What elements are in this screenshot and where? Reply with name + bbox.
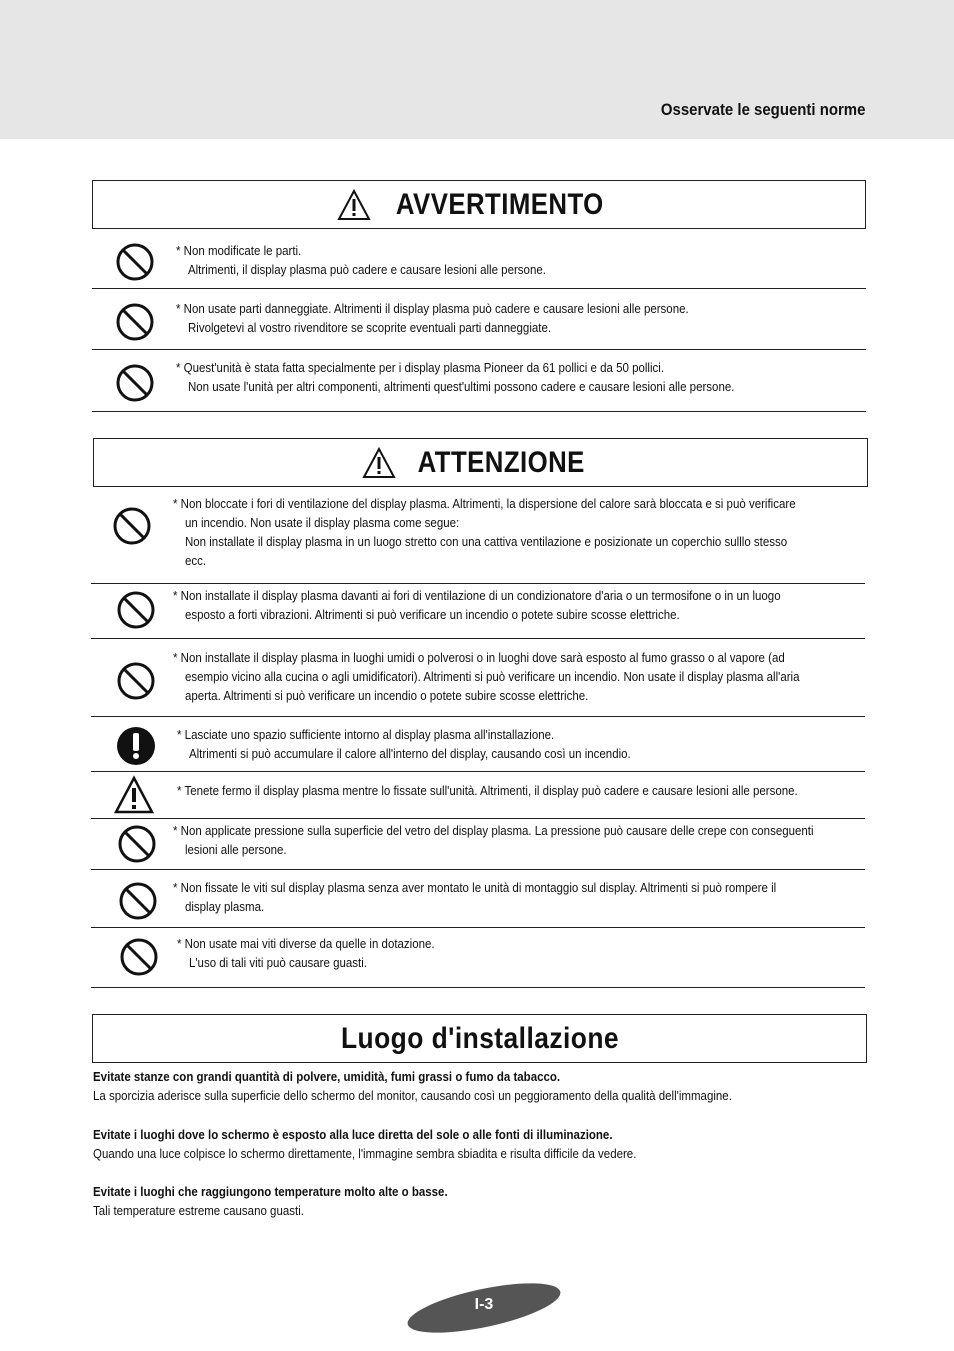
warning-item — [92, 350, 866, 412]
caution-item-line: * Non fissate le viti sul display plasma senza aver montato le unità di montaggio sul display. Altrimenti si può rompere il — [173, 881, 777, 895]
caution-item-line: aperta. Altrimenti si può verificare un incendio o potete subire scosse elettriche. — [184, 689, 589, 703]
caution-item-line: * Tenete fermo il display plasma mentre lo fissate sull'unità. Altrimenti, il display può cadere e causare lesioni alle persone. — [177, 784, 798, 798]
warning-triangle-icon — [362, 447, 396, 479]
warning-item — [92, 228, 866, 289]
warning-list — [92, 228, 866, 412]
install-title-box — [92, 1014, 867, 1063]
caution-item — [91, 584, 865, 639]
install-paragraph — [93, 1126, 684, 1164]
install-paragraph-text: La sporcizia aderisce sulla superficie dello schermo del monitor, causando così un peggioramento della qualità dell'immagine. — [93, 1089, 732, 1103]
install-paragraph-text: Quando una luce colpisce lo schermo direttamente, l'immagine sembra sbiadita e risulta difficile da vedere. — [93, 1147, 637, 1161]
install-title: Luogo d'installazione — [340, 1021, 619, 1055]
caution-item — [91, 487, 865, 584]
warning-item-line: Rivolgetevi al vostro rivenditore se scoprite eventuali parti danneggiate. — [187, 321, 552, 335]
caution-item — [91, 870, 865, 928]
caution-list — [91, 487, 865, 988]
warning-item-line: * Non usate parti danneggiate. Altrimenti il display plasma può cadere e causare lesioni alle persone. — [176, 302, 689, 316]
caution-item-line: * Non applicate pressione sulla superficie del vetro del display plasma. La pressione può causare delle crepe con conseguenti — [173, 824, 814, 838]
prohibition-icon — [116, 661, 156, 701]
page-number: I-3 — [474, 1296, 494, 1313]
caution-item-line: ecc. — [184, 554, 207, 568]
install-paragraph-heading: Evitate i luoghi dove lo schermo è esposto alla luce diretta del sole o alle fonti di illuminazione. — [93, 1128, 613, 1142]
warning-item-line: * Quest'unità è stata fatta specialmente per i display plasma Pioneer da 61 pollici e da 50 pollici. — [176, 361, 665, 375]
caution-item — [91, 819, 865, 870]
prohibition-icon — [118, 881, 158, 921]
caution-item-line: Altrimenti si può accumulare il calore all'interno del display, causando così un incendio. — [188, 747, 631, 761]
caution-item-line: * Non usate mai viti diverse da quelle in dotazione. — [177, 937, 435, 951]
warning-title-box — [92, 180, 866, 229]
caution-item-line: * Non bloccate i fori di ventilazione del display plasma. Altrimenti, la dispersione del calore sarà bloccata e si può verificare — [173, 497, 796, 511]
install-paragraph-heading: Evitate stanze con grandi quantità di polvere, umidità, fumi grassi o fumo da tabacco. — [93, 1070, 561, 1084]
mandatory-action-icon — [116, 726, 156, 766]
caution-item-line: * Non installate il display plasma in luoghi umidi o polverosi o in luoghi dove sarà esposto al fumo grasso o al vapore (ad — [173, 651, 785, 665]
warning-title: AVVERTIMENTO — [396, 187, 604, 221]
warning-item-text — [176, 300, 733, 338]
warning-triangle-icon — [114, 775, 154, 815]
warning-item-line: * Non modificate le parti. — [176, 244, 302, 258]
caution-item-line: un incendio. Non usate il display plasma come segue: — [184, 516, 460, 530]
prohibition-icon — [115, 302, 155, 342]
prohibition-icon — [115, 242, 155, 282]
caution-title-box — [93, 438, 868, 487]
caution-item — [91, 928, 865, 988]
caution-title: ATTENZIONE — [417, 445, 586, 479]
caution-item-line: display plasma. — [184, 900, 265, 914]
caution-item-text — [173, 822, 869, 860]
warning-item — [92, 289, 866, 350]
caution-item-text — [173, 495, 850, 571]
page-header-title: Osservate le seguenti norme — [660, 100, 865, 119]
warning-item-text — [176, 242, 578, 280]
prohibition-icon — [112, 506, 152, 546]
warning-triangle-icon — [337, 189, 371, 221]
caution-item-line: * Lasciate uno spazio sufficiente intorno al display plasma all'installazione. — [177, 728, 555, 742]
prohibition-icon — [116, 590, 156, 630]
install-paragraph — [93, 1183, 478, 1221]
prohibition-icon — [119, 937, 159, 977]
install-paragraph — [93, 1068, 787, 1106]
install-paragraph-text: Tali temperature estreme causano guasti. — [93, 1204, 304, 1218]
caution-item-text — [177, 935, 457, 973]
caution-item-text — [177, 726, 670, 764]
caution-item — [91, 639, 865, 717]
caution-item — [91, 717, 865, 772]
prohibition-icon — [117, 824, 157, 864]
caution-item-text — [177, 782, 852, 801]
caution-item-text — [173, 649, 854, 706]
warning-item-text — [176, 359, 783, 397]
caution-item-line: L'uso di tali viti può causare guasti. — [188, 956, 367, 970]
caution-item-line: lesioni alle persone. — [184, 843, 287, 857]
caution-item-line: esposto a forti vibrazioni. Altrimenti si può verificare un incendio o potete subire scosse elettriche. — [184, 608, 680, 622]
caution-item-text — [173, 587, 833, 625]
install-paragraph-heading: Evitate i luoghi che raggiungono temperature molto alte o basse. — [93, 1185, 448, 1199]
caution-item-line: Non installate il display plasma in un luogo stretto con una cattiva ventilazione e posizionate un coperchio sulllo stesso — [184, 535, 788, 549]
warning-item-line: Non usate l'unità per altri componenti, altrimenti quest'ultimi possono cadere e causare lesioni alle persone. — [187, 380, 735, 394]
prohibition-icon — [115, 363, 155, 403]
caution-item-text — [173, 879, 829, 917]
caution-item — [91, 772, 865, 819]
warning-item-line: Altrimenti, il display plasma può cadere e causare lesioni alle persone. — [187, 263, 546, 277]
caution-item-line: * Non installate il display plasma davanti ai fori di ventilazione di un condizionatore d'aria o un termosifone o in un luogo — [173, 589, 781, 603]
caution-item-line: esempio vicino alla cucina o agli umidificatori). Altrimenti si può verificare un incendio. Non usate il display plasma all'aria — [184, 670, 800, 684]
